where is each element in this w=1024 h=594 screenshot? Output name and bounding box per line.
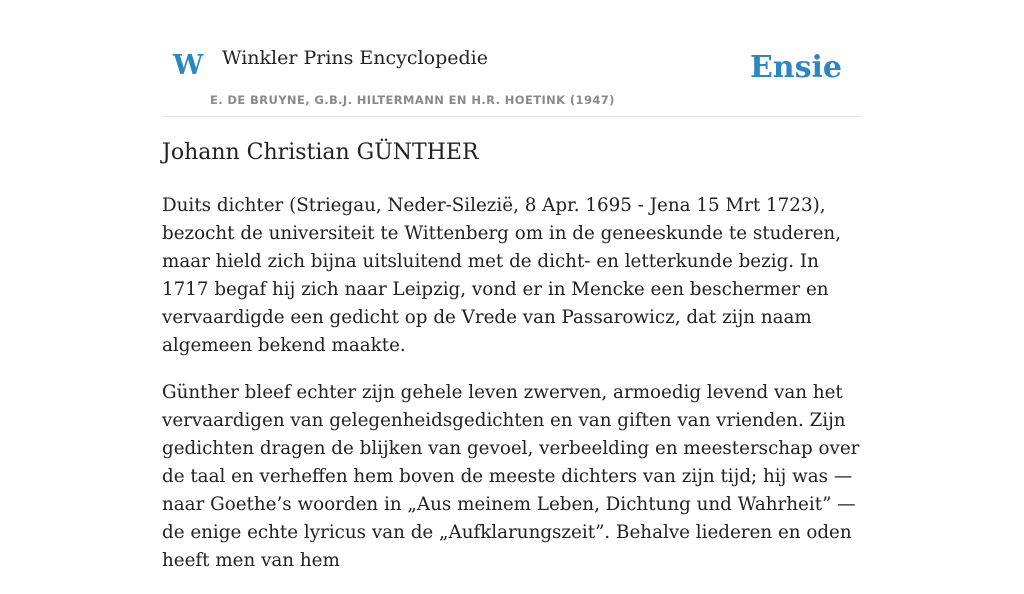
winkler-prins-logo-icon[interactable]: W — [173, 50, 204, 81]
article-title: Johann Christian GÜNTHER — [162, 140, 479, 165]
article-body — [162, 192, 862, 594]
article-paragraph: Günther bleef echter zijn gehele leven zwerven, armoedig levend van het vervaardigen van gelegenheidsgedichten en van giften van vrienden. Zijn gedichten dragen de blijken van gevoel, verbeelding en meesterschap over de taal en verheffen hem boven de meeste dichters van zijn tijd; hij was — naar Goethe’s woorden in „Aus meinem Leben, Dichtung und Wahrheit” — de enige echte lyricus van de „Aufklarungszeit”. Behalve liederen en oden heeft men van hem — [162, 382, 860, 571]
ensie-brand-link[interactable]: Ensie — [749, 50, 842, 85]
site-title-link[interactable]: Winkler Prins Encyclopedie — [222, 47, 488, 69]
authors-credit: E. DE BRUYNE, G.B.J. HILTERMANN EN H.R. HOETINK (1947) — [210, 93, 615, 107]
site-header — [162, 0, 862, 117]
article-paragraph: Duits dichter (Striegau, Neder-Silezië, 8 Apr. 1695 - Jena 15 Mrt 1723), bezocht de universiteit te Wittenberg om in de geneeskunde te studeren, maar hield zich bijna uitsluitend met de dicht- en letterkunde bezig. In 1717 begaf hij zich naar Leipzig, vond er in Mencke een beschermer en vervaardigde een gedicht op de Vrede van Passarowicz, dat zijn naam algemeen bekend maakte. — [162, 195, 842, 356]
